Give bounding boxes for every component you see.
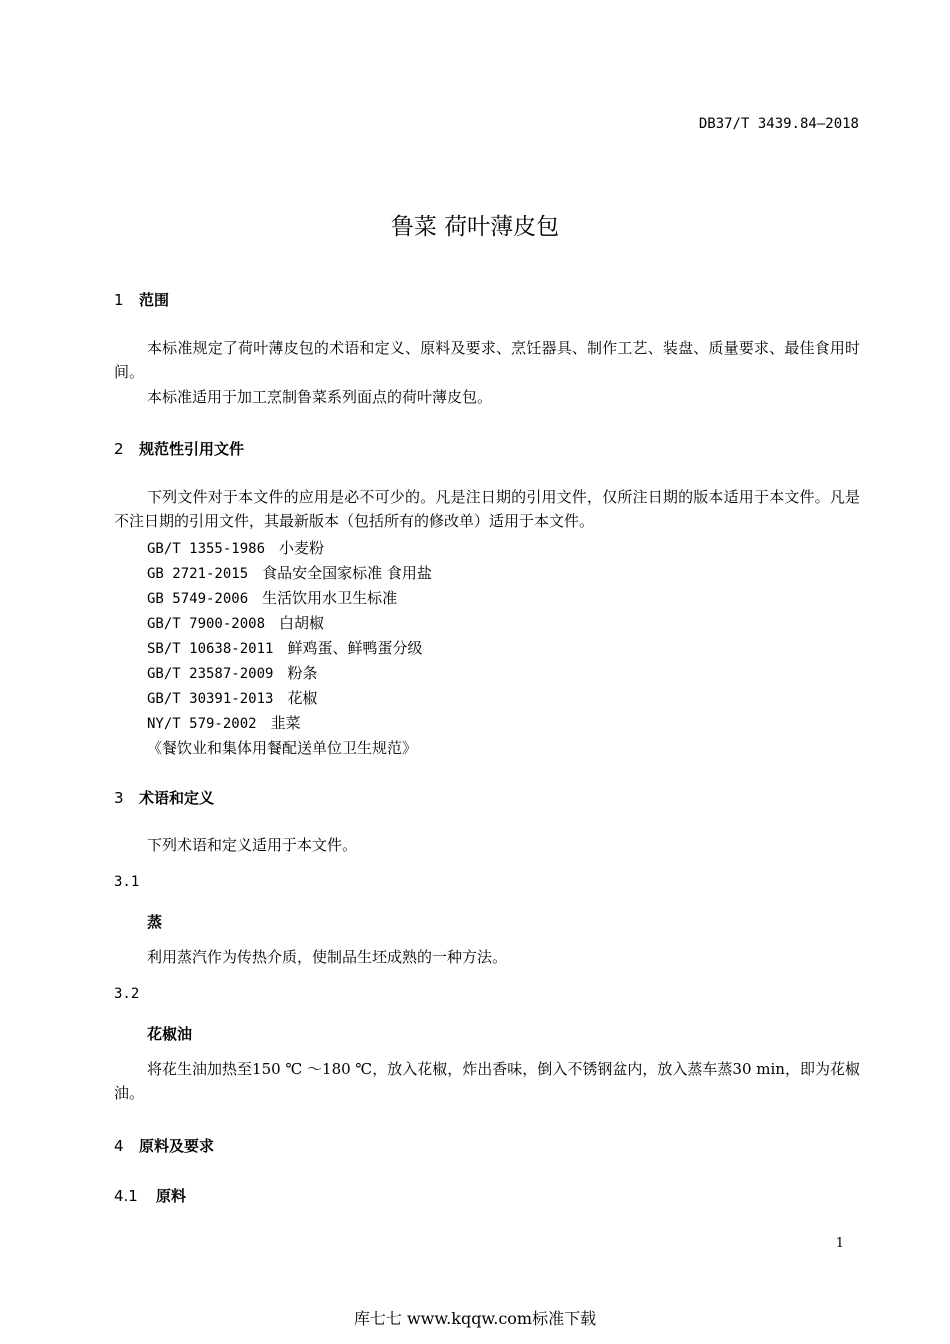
page-number: 1 (835, 1236, 844, 1251)
term-name: 花椒油 (147, 1025, 193, 1043)
term-definition: 利用蒸汽作为传热介质，使制品生坯成熟的一种方法。 (147, 948, 508, 966)
page-title: 鲁菜 荷叶薄皮包 (390, 214, 560, 240)
section-title: 原料及要求 (139, 1137, 215, 1155)
section-title: 规范性引用文件 (139, 440, 245, 458)
section-number: 3 (114, 789, 124, 807)
section-title: 范围 (139, 291, 170, 309)
section-2-heading (114, 438, 244, 459)
paragraph: 下列文件对于本文件的应用是必不可少的。凡是注日期的引用文件，仅所注日期的版本适用于本文件。凡是不注日期的引用文件，其最新版本（包括所有的修改单）适用于本文件。 (114, 488, 860, 530)
section-title: 术语和定义 (139, 789, 215, 807)
section-3-heading (114, 787, 214, 808)
reference-item: GB/T 23587-2009 粉条 (147, 664, 318, 682)
term-number: 3.1 (114, 874, 140, 890)
reference-item: SB/T 10638-2011 鲜鸡蛋、鲜鸭蛋分级 (147, 639, 423, 657)
section-number: 1 (114, 291, 124, 309)
section-1-heading (114, 289, 169, 310)
term-name: 蒸 (147, 913, 163, 931)
paragraph: 下列术语和定义适用于本文件。 (147, 836, 358, 854)
subsection-title: 原料 (156, 1187, 187, 1205)
reference-item: GB 2721-2015 食品安全国家标准 食用盐 (147, 564, 432, 582)
subsection-4-1-heading (114, 1185, 186, 1206)
reference-item: GB 5749-2006 生活饮用水卫生标准 (147, 589, 398, 607)
reference-item: GB/T 30391-2013 花椒 (147, 689, 318, 707)
section-number: 4 (114, 1137, 124, 1155)
reference-item: 《餐饮业和集体用餐配送单位卫生规范》 (147, 739, 418, 757)
reference-item: GB/T 7900-2008 白胡椒 (147, 614, 325, 632)
subsection-number: 4.1 (114, 1187, 138, 1205)
footer-watermark: 库七七 www.kqqw.com标准下载 (353, 1309, 597, 1328)
paragraph: 本标准适用于加工烹制鲁菜系列面点的荷叶薄皮包。 (147, 388, 493, 406)
paragraph: 本标准规定了荷叶薄皮包的术语和定义、原料及要求、烹饪器具、制作工艺、装盘、质量要求、最佳食用时间。 (114, 339, 860, 381)
doc-number: DB37/T 3439.84—2018 (698, 116, 859, 132)
section-number: 2 (114, 440, 124, 458)
section-4-heading (114, 1135, 214, 1156)
reference-item: NY/T 579-2002 韭菜 (147, 714, 301, 732)
term-number: 3.2 (114, 986, 140, 1002)
term-definition: 将花生油加热至150 ℃ ～180 ℃，放入花椒，炸出香味，倒入不锈钢盆内，放入蒸车蒸30 min，即为花椒油。 (114, 1060, 860, 1102)
reference-item: GB/T 1355-1986 小麦粉 (147, 539, 325, 557)
